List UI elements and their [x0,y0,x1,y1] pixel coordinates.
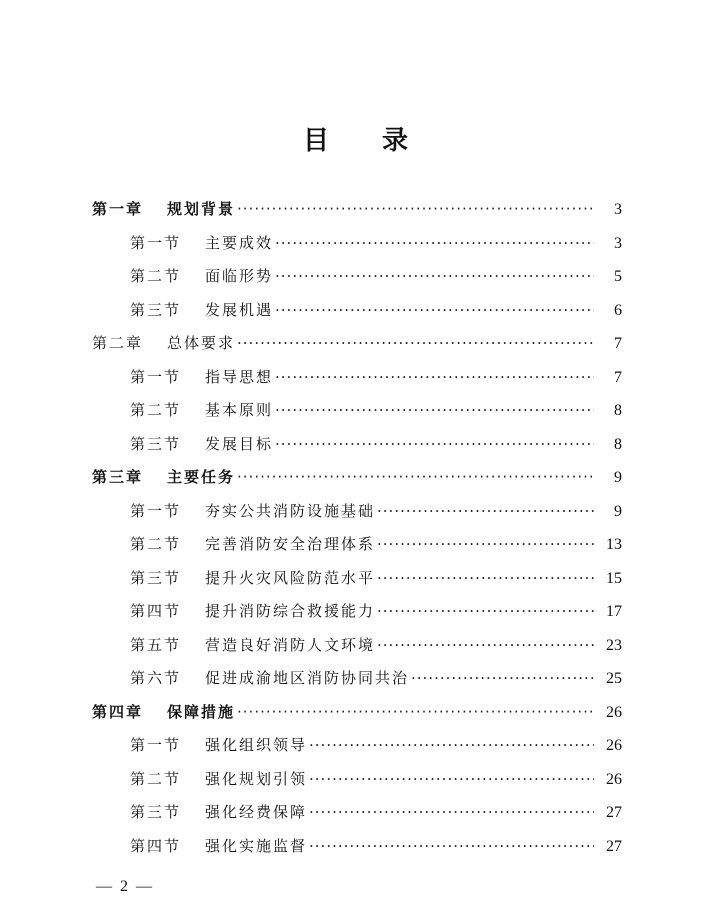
toc-section-row[interactable] [92,562,622,596]
toc-section-row[interactable] [92,294,622,328]
toc-entry-title: 提升火灾风险防范水平 [205,568,376,587]
toc-section-row[interactable] [92,662,622,696]
toc-entry-number: 第三节 [130,300,182,319]
toc-section-row[interactable] [92,729,622,763]
toc-page-number: 3 [614,234,622,252]
toc-dot-leader [275,294,594,328]
toc-entry-title: 发展机遇 [205,300,274,319]
toc-page-number: 9 [614,469,622,486]
toc-page-number: 25 [606,670,622,687]
toc-entry-title: 强化实施监督 [205,836,308,855]
toc-entry-title: 指导思想 [205,367,274,386]
toc-page-number: 3 [614,201,622,218]
toc-entry-number: 第四节 [130,836,182,855]
toc-page-number: 9 [614,502,622,520]
toc-entry-number: 第一节 [130,367,182,386]
toc-entry-number: 第六节 [130,669,182,687]
toc-page-number: 13 [606,536,622,553]
toc-dot-leader [275,260,594,294]
toc-dot-leader [411,662,594,696]
toc-page-number: 27 [606,804,622,821]
toc-dot-leader [309,796,594,830]
toc-dot-leader [275,227,594,261]
toc-section-row[interactable] [92,629,622,663]
toc-entry-number: 第二节 [130,535,182,553]
toc-chapter-row[interactable] [92,696,622,730]
toc-entry-number: 第三章 [92,468,144,486]
toc-page-number: 26 [606,703,622,721]
toc-chapter-row[interactable] [92,461,622,495]
toc-entry-title: 面临形势 [205,267,274,285]
toc-page-number: 27 [606,837,622,855]
toc-dot-leader [237,327,594,361]
toc-section-row[interactable] [92,361,622,395]
toc-chapter-row[interactable] [92,327,622,361]
toc-entry-title: 营造良好消防人文环境 [205,635,376,654]
toc-entry-number: 第一节 [130,736,182,754]
toc-section-row[interactable] [92,260,622,294]
toc-section-row[interactable] [92,528,622,562]
toc-page-number: 26 [606,770,622,788]
page-title: 目 录 [302,126,431,156]
toc-dot-leader [237,696,594,730]
toc-dot-leader [237,193,594,227]
toc-entry-number: 第二节 [130,769,182,788]
toc-entry-number: 第一节 [130,233,182,252]
table-of-contents [92,193,622,863]
toc-dot-leader [377,528,594,562]
toc-entry-number: 第三节 [130,568,182,587]
page-number: — 2 — [96,878,154,895]
toc-section-row[interactable] [92,428,622,462]
toc-page-number: 6 [614,301,622,319]
toc-entry-title: 保障措施 [167,702,236,721]
toc-entry-title: 夯实公共消防设施基础 [205,501,376,520]
toc-page-number: 8 [614,435,622,453]
toc-entry-number: 第一章 [92,200,144,218]
toc-dot-leader [377,495,594,529]
toc-dot-leader [309,830,594,864]
toc-entry-number: 第二章 [92,334,144,352]
toc-dot-leader [275,361,594,395]
toc-page-number: 23 [606,636,622,654]
toc-page-number: 7 [614,335,622,352]
toc-entry-number: 第五节 [130,635,182,654]
toc-entry-title: 强化规划引领 [205,769,308,788]
toc-page-number: 8 [614,402,622,419]
toc-entry-title: 规划背景 [167,200,236,218]
toc-section-row[interactable] [92,394,622,428]
toc-section-row[interactable] [92,830,622,864]
toc-dot-leader [275,394,594,428]
toc-entry-title: 促进成渝地区消防协同共治 [205,669,410,687]
toc-section-row[interactable] [92,796,622,830]
toc-entry-number: 第三节 [130,803,182,821]
toc-entry-title: 强化组织领导 [205,736,308,754]
toc-entry-number: 第三节 [130,434,182,453]
toc-entry-title: 总体要求 [167,334,236,352]
toc-chapter-row[interactable] [92,193,622,227]
toc-entry-number: 第二节 [130,267,182,285]
toc-dot-leader [309,763,594,797]
toc-page-number: 5 [614,268,622,285]
toc-dot-leader [377,595,594,629]
toc-page-number: 17 [606,603,622,620]
toc-section-row[interactable] [92,763,622,797]
toc-page-number: 26 [606,737,622,754]
toc-dot-leader [309,729,594,763]
toc-dot-leader [237,461,594,495]
toc-entry-number: 第四节 [130,602,182,620]
toc-section-row[interactable] [92,495,622,529]
toc-entry-title: 提升消防综合救援能力 [205,602,376,620]
toc-dot-leader [275,428,594,462]
toc-entry-title: 主要任务 [167,468,236,486]
toc-dot-leader [377,562,594,596]
toc-entry-title: 完善消防安全治理体系 [205,535,376,553]
toc-section-row[interactable] [92,595,622,629]
toc-entry-title: 强化经费保障 [205,803,308,821]
toc-entry-number: 第一节 [130,501,182,520]
toc-entry-title: 基本原则 [205,401,274,419]
toc-dot-leader [377,629,594,663]
toc-entry-number: 第四章 [92,702,144,721]
toc-entry-title: 发展目标 [205,434,274,453]
toc-entry-number: 第二节 [130,401,182,419]
toc-section-row[interactable] [92,227,622,261]
toc-page-number: 15 [606,569,622,587]
toc-page-number: 7 [614,368,622,386]
toc-entry-title: 主要成效 [205,233,274,252]
